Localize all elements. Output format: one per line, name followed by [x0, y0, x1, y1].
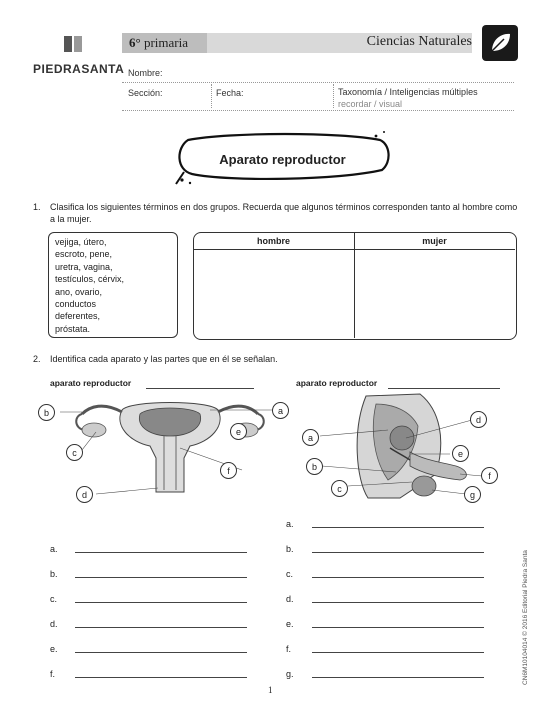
- copyright-text: CN6M10104014 © 2016 Editorial Piedra Santa: [522, 550, 529, 685]
- female-reproductive-diagram: [60, 392, 280, 504]
- right-answer-line-c[interactable]: [312, 577, 484, 578]
- answer-letter: d.: [286, 594, 294, 604]
- callout-a-left: a: [272, 402, 289, 419]
- answer-letter: c.: [286, 569, 294, 579]
- term-line: testículos, cérvix,: [55, 274, 125, 285]
- callout-a-right: a: [302, 429, 319, 446]
- grade-label: [129, 35, 188, 51]
- right-answer-line-b[interactable]: [312, 552, 484, 553]
- page-title: Aparato reproductor: [219, 152, 346, 167]
- grade-word: primaria: [143, 35, 188, 50]
- term-line: vejiga, útero,: [55, 237, 107, 247]
- answer-letter: c.: [50, 594, 58, 604]
- answer-letter: d.: [50, 619, 58, 629]
- divider: [333, 84, 334, 108]
- terms-box: [48, 232, 178, 338]
- left-answer-line-a[interactable]: [75, 552, 247, 553]
- callout-c-right: c: [331, 480, 348, 497]
- answer-letter: f.: [50, 669, 56, 679]
- right-answer-line-f[interactable]: [312, 652, 484, 653]
- answer-letter: g.: [286, 669, 294, 679]
- callout-e-right: e: [452, 445, 469, 462]
- leaf-icon: [482, 25, 518, 61]
- answer-letter: e.: [286, 619, 294, 629]
- answer-letter: a.: [50, 544, 58, 554]
- right-answer-line-e[interactable]: [312, 627, 484, 628]
- left-answer-line-c[interactable]: [75, 602, 247, 603]
- left-answer-line-f[interactable]: [75, 677, 247, 678]
- callout-c-left: c: [66, 444, 83, 461]
- q2-text: Identifica cada aparato y las partes que en él se señalan.: [50, 354, 278, 364]
- column-hombre: hombre: [256, 236, 290, 246]
- page-number: 1: [268, 685, 273, 695]
- right-label-answer-line[interactable]: [388, 388, 500, 389]
- answer-letter: f.: [286, 644, 292, 654]
- left-answer-line-e[interactable]: [75, 652, 247, 653]
- callout-e-left: e: [230, 423, 247, 440]
- callout-b-right: b: [306, 458, 323, 475]
- callout-d-right: d: [470, 411, 487, 428]
- q1-text: Clasifica los siguientes términos en dos grupos. Recuerda que algunos términos corresponden tanto al hombre como a la mujer.: [50, 202, 518, 224]
- right-answer-line-g[interactable]: [312, 677, 484, 678]
- date-label: Fecha:: [216, 88, 244, 98]
- callout-f-right: f: [481, 467, 498, 484]
- term-line: próstata.: [55, 323, 91, 334]
- column-mujer: mujer: [422, 236, 447, 246]
- right-answer-line-a[interactable]: [312, 527, 484, 528]
- book-logo-icon: [62, 33, 84, 55]
- term-line: escroto, pene,: [55, 249, 113, 260]
- name-label: Nombre:: [128, 68, 163, 78]
- hombre-answer-area[interactable]: [194, 250, 353, 336]
- answer-letter: b.: [286, 544, 294, 554]
- q1-number: 1.: [33, 202, 41, 212]
- q2-number: 2.: [33, 354, 41, 364]
- callout-d-left: d: [76, 486, 93, 503]
- callout-b-left: b: [38, 404, 55, 421]
- name-line: [122, 82, 514, 83]
- callout-g-right: g: [464, 486, 481, 503]
- answer-letter: a.: [286, 519, 294, 529]
- divider: [211, 84, 212, 108]
- term-line: deferentes,: [55, 311, 101, 322]
- left-answer-line-d[interactable]: [75, 627, 247, 628]
- left-diagram-label: aparato reproductor: [50, 378, 132, 388]
- term-line: conductos: [55, 299, 97, 310]
- answer-letter: b.: [50, 569, 58, 579]
- section-label: Sección:: [128, 88, 163, 98]
- mujer-answer-area[interactable]: [355, 250, 514, 336]
- subject-title: Ciencias Naturales: [366, 34, 472, 49]
- callout-f-left: f: [220, 462, 237, 479]
- term-line: uretra, vagina,: [55, 261, 113, 272]
- left-label-answer-line[interactable]: [146, 388, 254, 389]
- term-line: ano, ovario,: [55, 286, 103, 297]
- grade-number: 6°: [129, 35, 141, 50]
- right-answer-line-d[interactable]: [312, 602, 484, 603]
- publisher-logo: PIEDRASANTA: [33, 62, 125, 76]
- taxonomy-label: Taxonomía / Inteligencias múltiples: [338, 87, 478, 97]
- answer-letter: e.: [50, 644, 58, 654]
- taxonomy-sub: recordar / visual: [338, 99, 403, 109]
- right-diagram-label: aparato reproductor: [296, 378, 378, 388]
- header-bottom-line: [122, 110, 514, 111]
- left-answer-line-b[interactable]: [75, 577, 247, 578]
